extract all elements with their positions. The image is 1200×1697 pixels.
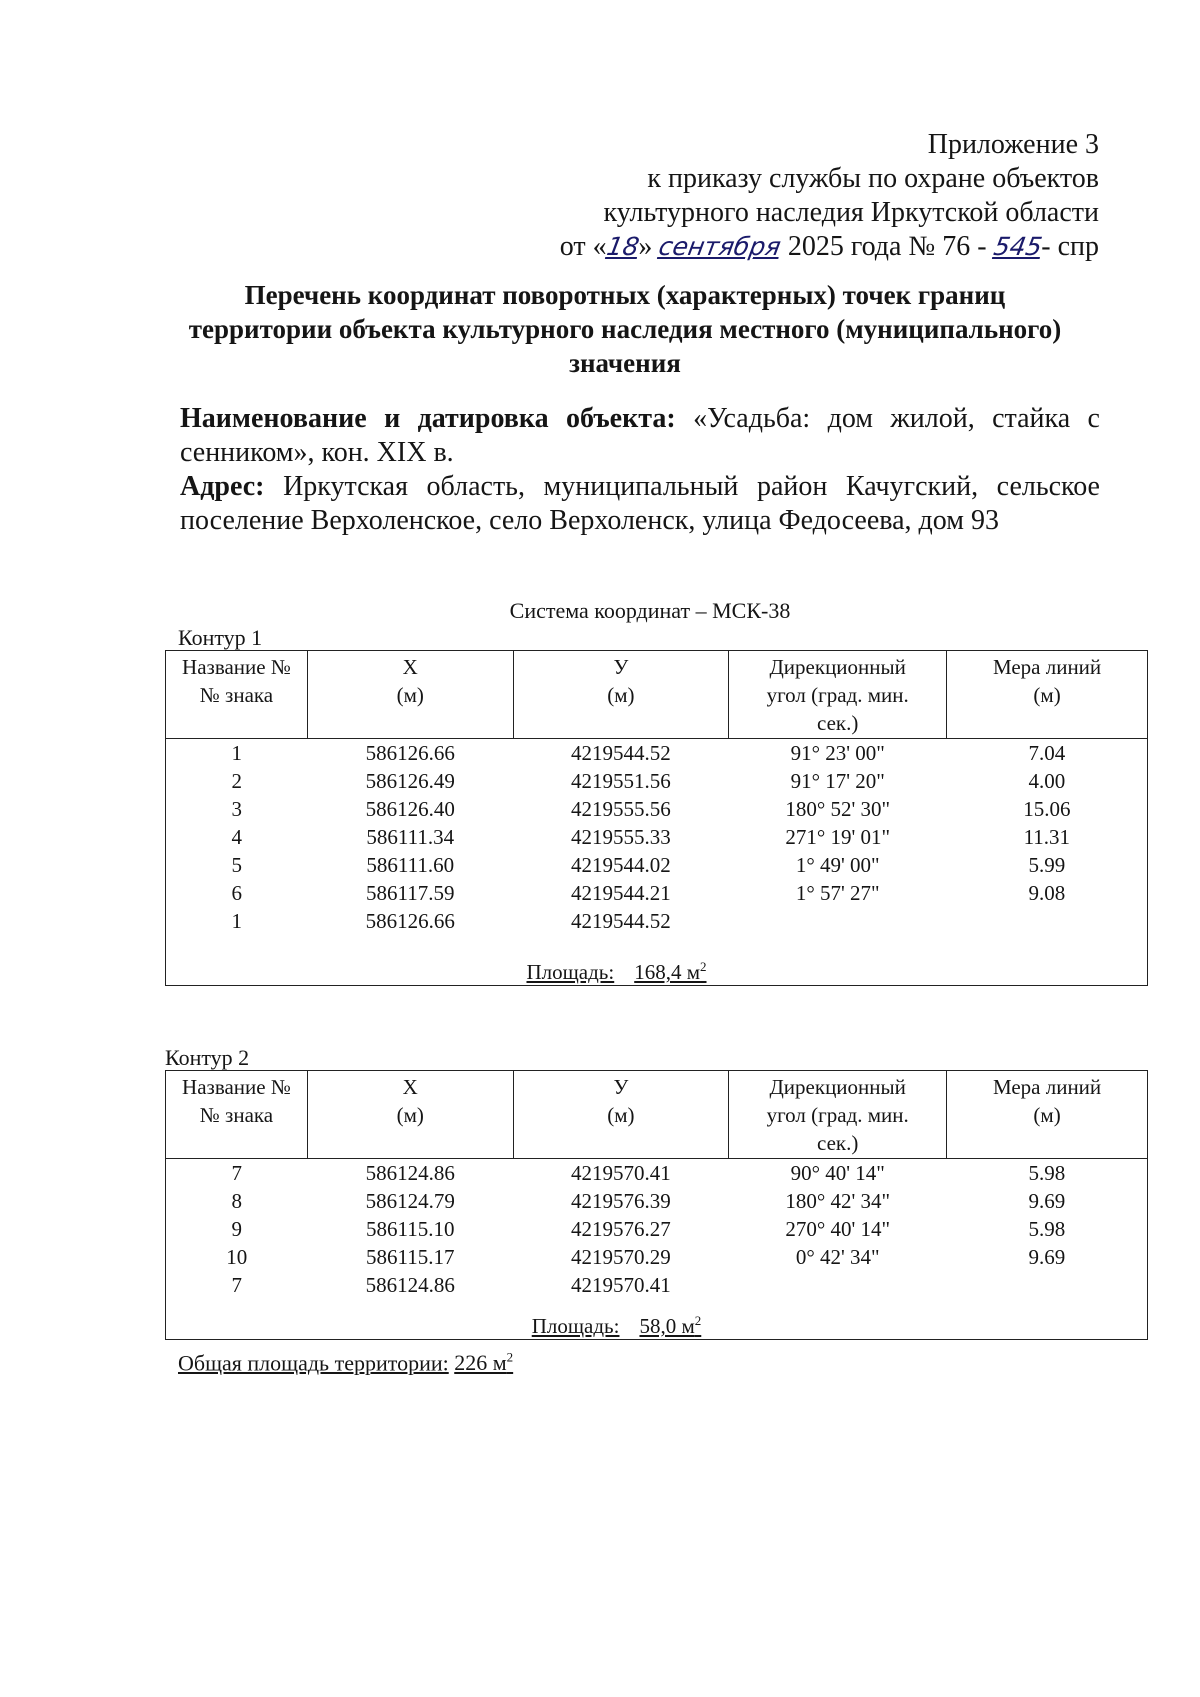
x-coordinate: 586126.40 <box>365 797 455 821</box>
x-coordinate: 586117.59 <box>366 881 455 905</box>
point-number: 6 <box>231 881 242 905</box>
table-row <box>166 907 1148 935</box>
table-row <box>166 767 1148 795</box>
object-name-label: Наименование и датировка объекта: <box>180 403 676 434</box>
direction-angle: 180° 42' 34" <box>785 1189 891 1213</box>
handwritten-order-number: 545 <box>991 232 1044 261</box>
x-coordinate: 586126.49 <box>365 769 455 793</box>
line-length: 9.69 <box>1028 1245 1066 1269</box>
direction-angle: 271° 19' 01" <box>785 825 891 849</box>
line-length <box>947 907 1148 935</box>
table-row <box>166 1243 1148 1271</box>
total-area <box>178 1350 513 1376</box>
contour1-table <box>165 650 1148 986</box>
table-row <box>166 851 1148 879</box>
x-coordinate: 586111.60 <box>366 853 455 877</box>
col-angle-header: Дирекционный угол (град. мин. сек.) <box>729 651 947 739</box>
direction-angle: 1° 49' 00" <box>795 853 880 877</box>
appendix-header <box>560 128 1099 264</box>
y-coordinate: 4219555.56 <box>571 797 671 821</box>
line-length: 11.31 <box>1023 825 1071 849</box>
order-date-line: от «18» сентября 2025 года № 76 - 545- спр <box>559 231 1099 262</box>
line-length <box>947 1271 1148 1299</box>
direction-angle: 180° 52' 30" <box>785 797 891 821</box>
line-length: 5.98 <box>1028 1217 1066 1241</box>
direction-angle <box>729 1271 947 1299</box>
handwritten-month: сентября <box>656 232 784 261</box>
direction-angle: 1° 57' 27" <box>795 881 880 905</box>
order-year: 2025 года № 76 - <box>787 231 987 262</box>
col-name-header: Название №№ знака <box>166 1071 308 1159</box>
object-address-label: Адрес: <box>180 471 265 502</box>
y-coordinate: 4219544.21 <box>571 881 671 905</box>
direction-angle: 91° 23' 00" <box>790 741 885 765</box>
point-number: 10 <box>226 1245 248 1269</box>
x-coordinate: 586124.86 <box>365 1161 455 1185</box>
point-number: 7 <box>231 1273 242 1297</box>
col-angle-header: Дирекционный угол (град. мин. сек.) <box>729 1071 947 1159</box>
direction-angle: 270° 40' 14" <box>785 1217 891 1241</box>
contour1-label: Контур 1 <box>178 625 263 650</box>
col-x-header: X (м) <box>307 651 513 739</box>
table-row <box>166 795 1148 823</box>
col-x-header: X (м) <box>307 1071 513 1159</box>
document-title: Перечень координат поворотных (характерных) точек границ территории объекта культурного наследия местного (муниципального) значения <box>188 280 1062 378</box>
table-row <box>166 879 1148 907</box>
point-number: 7 <box>231 1161 242 1185</box>
point-number: 1 <box>231 741 242 765</box>
table-row <box>166 1271 1148 1299</box>
y-coordinate: 4219570.41 <box>571 1161 671 1185</box>
contour2-area-label: Площадь: <box>531 1314 620 1338</box>
contour1-area-row <box>166 935 1148 986</box>
object-name-value: «Усадьба: дом жилой, стайка с сенником», кон. XIX в. <box>180 403 1100 468</box>
x-coordinate: 586126.66 <box>365 741 455 765</box>
point-number: 5 <box>231 853 242 877</box>
y-coordinate: 4219570.41 <box>571 1273 671 1297</box>
contour2-header-row <box>166 1071 1148 1159</box>
col-length-header: Мера линий (м) <box>947 651 1148 739</box>
y-coordinate: 4219544.52 <box>571 741 671 765</box>
handwritten-day: 18 <box>604 232 642 261</box>
total-area-label: Общая площадь территории: <box>178 1350 449 1376</box>
direction-angle: 90° 40' 14" <box>790 1161 885 1185</box>
x-coordinate: 586115.17 <box>366 1245 455 1269</box>
line-length: 9.08 <box>1028 881 1066 905</box>
object-address-paragraph <box>180 470 1100 538</box>
total-area-value: 226 $м^2$ <box>454 1350 514 1376</box>
point-number: 3 <box>231 797 242 821</box>
point-number: 2 <box>231 769 242 793</box>
contour2-label: Контур 2 <box>165 1045 250 1070</box>
line-length: 15.06 <box>1023 797 1071 821</box>
table-row <box>166 1215 1148 1243</box>
line-length: 7.04 <box>1028 741 1066 765</box>
contour2-area-row <box>166 1299 1148 1340</box>
contour1-area-value: 168,4 $м^2$ <box>634 959 707 984</box>
direction-angle: 91° 17' 20" <box>790 769 885 793</box>
direction-angle <box>729 907 947 935</box>
x-coordinate: 586124.79 <box>365 1189 455 1213</box>
line-length: 9.69 <box>1028 1189 1066 1213</box>
line-length: 5.98 <box>1028 1161 1066 1185</box>
table-row <box>166 1159 1148 1188</box>
point-number: 8 <box>231 1189 242 1213</box>
y-coordinate: 4219544.52 <box>571 909 671 933</box>
x-coordinate: 586111.34 <box>366 825 455 849</box>
col-y-header: У (м) <box>513 651 729 739</box>
contour2-table <box>165 1070 1148 1340</box>
table-row <box>166 739 1148 768</box>
y-coordinate: 4219551.56 <box>571 769 671 793</box>
point-number: 4 <box>231 825 242 849</box>
y-coordinate: 4219570.29 <box>571 1245 671 1269</box>
x-coordinate: 586124.86 <box>365 1273 455 1297</box>
x-coordinate: 586126.66 <box>365 909 455 933</box>
table-row <box>166 1187 1148 1215</box>
coordinate-system: Система координат – МСК-38 <box>509 598 791 623</box>
appendix-order-ref: к приказу службы по охране объектов <box>647 163 1099 194</box>
col-y-header: У (м) <box>513 1071 729 1159</box>
point-number: 1 <box>231 909 242 933</box>
col-name-header: Название №№ знака <box>166 651 308 739</box>
contour1-area-label: Площадь: <box>526 960 615 984</box>
x-coordinate: 586115.10 <box>366 1217 455 1241</box>
point-number: 9 <box>231 1217 242 1241</box>
y-coordinate: 4219555.33 <box>571 825 671 849</box>
table-row <box>166 823 1148 851</box>
appendix-number: Приложение 3 <box>927 129 1099 160</box>
y-coordinate: 4219576.27 <box>571 1217 671 1241</box>
contour2-area-value: 58,0 $м^2$ <box>639 1313 702 1338</box>
col-length-header: Мера линий (м) <box>947 1071 1148 1159</box>
line-length: 4.00 <box>1028 769 1066 793</box>
contour1-header-row <box>166 651 1148 739</box>
y-coordinate: 4219544.02 <box>571 853 671 877</box>
direction-angle: 0° 42' 34" <box>795 1245 880 1269</box>
line-length: 5.99 <box>1028 853 1066 877</box>
object-address-value: Иркутская область, муниципальный район Качугский, сельское поселение Верхоленское, село Верхоленск, улица Федосеева, дом 93 <box>180 471 1100 536</box>
object-name-paragraph <box>180 402 1100 470</box>
appendix-agency: культурного наследия Иркутской области <box>603 197 1099 228</box>
y-coordinate: 4219576.39 <box>571 1189 671 1213</box>
